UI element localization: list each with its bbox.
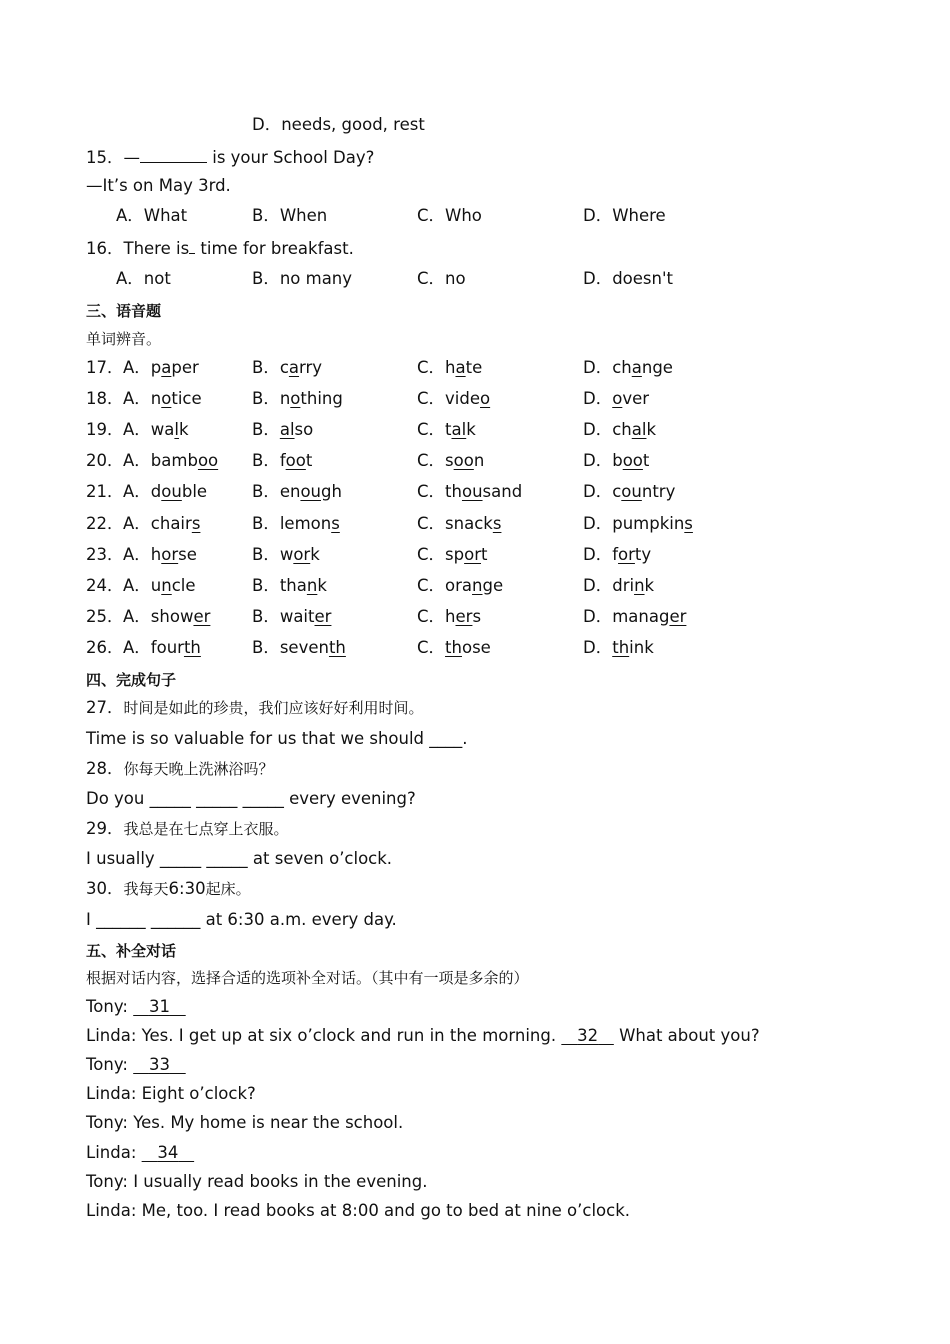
phonics-option bbox=[123, 420, 189, 440]
dialog-line-3 bbox=[86, 1055, 186, 1075]
option-letter: D． bbox=[583, 514, 613, 533]
phonics-option bbox=[417, 420, 476, 440]
underlined-sound: al bbox=[451, 420, 467, 439]
option-pre: n bbox=[150, 389, 162, 408]
option-post: thing bbox=[300, 389, 343, 408]
q30-number: 30． bbox=[86, 879, 124, 898]
q30-chinese-text-a: 我每天 bbox=[123, 880, 169, 898]
underlined-sound: er bbox=[193, 607, 211, 626]
option-letter: B． bbox=[252, 576, 280, 595]
option-pre: tha bbox=[279, 576, 307, 595]
option-letter: D． bbox=[583, 358, 613, 377]
underlined-sound: al bbox=[631, 420, 647, 439]
q27-chinese-text: 时间是如此的珍贵，我们应该好好利用时间。 bbox=[123, 699, 424, 717]
q30-time: 6:30 bbox=[168, 879, 206, 898]
phonics-option bbox=[123, 545, 197, 565]
dialog-line-1 bbox=[86, 997, 186, 1017]
option-pre: wait bbox=[279, 607, 315, 626]
q15-number: 15．— bbox=[86, 148, 140, 167]
phonics-option bbox=[417, 451, 484, 471]
q28-chinese bbox=[86, 759, 274, 779]
phonics-question-number: 23． bbox=[86, 545, 124, 564]
underlined-sound: th bbox=[445, 638, 462, 657]
q30-chinese bbox=[86, 879, 251, 899]
q16-option-a: A．not bbox=[116, 269, 171, 288]
option-post: ble bbox=[181, 482, 208, 501]
option-pre: c bbox=[279, 358, 289, 377]
option-pre: en bbox=[279, 482, 301, 501]
option-post: t bbox=[305, 451, 313, 470]
q15-stem bbox=[86, 146, 374, 168]
q29-chinese-text: 我总是在七点穿上衣服。 bbox=[123, 820, 289, 838]
option-letter: A． bbox=[123, 638, 151, 657]
option-pre: manag bbox=[612, 607, 670, 626]
option-pre: chair bbox=[150, 514, 192, 533]
underlined-sound: ou bbox=[161, 482, 182, 501]
blank-33-number: 33 bbox=[148, 1055, 170, 1074]
option-pre: lemon bbox=[279, 514, 332, 533]
option-post: ver bbox=[622, 389, 650, 408]
option-post: n bbox=[473, 451, 485, 470]
phonics-option bbox=[583, 638, 654, 658]
option-pre: h bbox=[150, 545, 162, 564]
option-letter: B． bbox=[252, 358, 280, 377]
underlined-sound: a bbox=[288, 358, 300, 377]
phonics-option bbox=[583, 576, 654, 596]
underlined-sound: or bbox=[618, 545, 635, 564]
phonics-option bbox=[417, 545, 487, 565]
dialog-line-5: Tony: Yes. My home is near the school. bbox=[86, 1113, 404, 1132]
phonics-option bbox=[123, 389, 202, 409]
option-letter: C． bbox=[417, 576, 446, 595]
phonics-option bbox=[123, 514, 200, 534]
section5-title: 五、补全对话 bbox=[86, 942, 177, 960]
q27-chinese bbox=[86, 698, 424, 718]
underlined-sound: ou bbox=[300, 482, 321, 501]
option-letter: C． bbox=[417, 545, 446, 564]
q28-chinese-text: 你每天晚上洗淋浴吗？ bbox=[123, 760, 274, 778]
phonics-option bbox=[583, 545, 651, 565]
phonics-question-number: 19． bbox=[86, 420, 124, 439]
underlined-sound: s bbox=[684, 514, 693, 533]
q30-chinese-text-b: 起床。 bbox=[205, 880, 251, 898]
phonics-option bbox=[583, 420, 656, 440]
dialog-line-4: Linda: Eight o’clock? bbox=[86, 1084, 256, 1103]
option-post: k bbox=[317, 576, 327, 595]
q15-option-a: A．What bbox=[116, 206, 188, 225]
underlined-sound: o bbox=[161, 389, 172, 408]
option-post: k bbox=[179, 420, 189, 439]
q15-text: is your School Day? bbox=[207, 148, 375, 167]
dialog-speaker: Tony: bbox=[86, 997, 134, 1016]
option-letter: C． bbox=[417, 514, 446, 533]
underlined-sound: oo bbox=[453, 451, 474, 470]
option-letter: D． bbox=[583, 545, 613, 564]
underlined-sound: er bbox=[314, 607, 332, 626]
option-pre: seven bbox=[279, 638, 329, 657]
option-letter: D． bbox=[583, 420, 613, 439]
option-pre: c bbox=[612, 482, 622, 501]
section3-title: 三、语音题 bbox=[86, 302, 162, 320]
q16-option-b: B．no many bbox=[252, 269, 353, 288]
option-post: ink bbox=[629, 638, 654, 657]
phonics-option bbox=[252, 576, 327, 596]
option-letter: C． bbox=[417, 358, 446, 377]
phonics-option bbox=[417, 576, 503, 596]
phonics-option bbox=[417, 607, 481, 627]
section4-title: 四、完成句子 bbox=[86, 671, 177, 689]
phonics-option bbox=[252, 358, 322, 378]
phonics-question-number: 26． bbox=[86, 638, 124, 657]
option-letter: B． bbox=[252, 451, 280, 470]
dialog-speaker: Linda: bbox=[86, 1143, 142, 1162]
option-letter: C． bbox=[417, 638, 446, 657]
option-pre: snack bbox=[445, 514, 493, 533]
blank-34 bbox=[142, 1143, 195, 1162]
q29-number: 29． bbox=[86, 819, 124, 838]
underlined-sound: o bbox=[480, 389, 491, 408]
phonics-question-number: 25． bbox=[86, 607, 124, 626]
option-pre: show bbox=[150, 607, 194, 626]
option-letter: A． bbox=[123, 420, 151, 439]
phonics-option bbox=[583, 607, 686, 627]
q28-english: Do you _____ _____ _____ every evening? bbox=[86, 789, 416, 808]
option-pre: h bbox=[445, 607, 456, 626]
dialog-speaker: Tony: bbox=[86, 1055, 134, 1074]
dialog-text: Linda: Yes. I get up at six o’clock and run in the morning. bbox=[86, 1026, 562, 1045]
dialog-line-8: Linda: Me, too. I read books at 8:00 and go to bed at nine o’clock. bbox=[86, 1201, 630, 1220]
q16-text-a: 16．There is bbox=[86, 239, 190, 258]
phonics-option bbox=[252, 638, 346, 658]
option-pre: f bbox=[612, 545, 619, 564]
phonics-question-number: 22． bbox=[86, 514, 124, 533]
q30-english: I ______ ______ at 6:30 a.m. every day. bbox=[86, 910, 397, 929]
q14-option-d: D．needs, good, rest bbox=[252, 115, 425, 134]
option-pre: n bbox=[279, 389, 291, 408]
q15-answer-line: —It’s on May 3rd. bbox=[86, 176, 231, 195]
option-letter: B． bbox=[252, 389, 280, 408]
underlined-sound: s bbox=[191, 514, 201, 533]
phonics-option bbox=[583, 482, 675, 502]
blank-32 bbox=[561, 1026, 614, 1045]
blank-32-number: 32 bbox=[577, 1026, 599, 1045]
option-letter: A． bbox=[123, 607, 151, 626]
underlined-sound: oo bbox=[622, 451, 643, 470]
underlined-sound: th bbox=[612, 638, 630, 657]
q16-text-b: time for breakfast. bbox=[195, 239, 354, 258]
phonics-option bbox=[252, 389, 343, 409]
option-letter: D． bbox=[583, 451, 613, 470]
option-post: se bbox=[178, 545, 197, 564]
underlined-sound: s bbox=[492, 514, 502, 533]
option-post: gh bbox=[321, 482, 342, 501]
section3-instruction: 单词辨音。 bbox=[86, 330, 162, 348]
underlined-sound: ou bbox=[461, 482, 483, 501]
option-letter: D． bbox=[583, 607, 613, 626]
phonics-question-number: 18． bbox=[86, 389, 124, 408]
option-pre: h bbox=[445, 358, 456, 377]
option-letter: D． bbox=[583, 482, 613, 501]
blank-34-number: 34 bbox=[157, 1143, 179, 1162]
option-post: k bbox=[644, 576, 655, 595]
phonics-option bbox=[252, 514, 340, 534]
option-pre: dri bbox=[612, 576, 635, 595]
option-post: sand bbox=[482, 482, 523, 501]
q15-option-b: B．When bbox=[252, 206, 328, 225]
option-pre: ora bbox=[445, 576, 473, 595]
phonics-option bbox=[252, 545, 320, 565]
option-pre: w bbox=[279, 545, 294, 564]
phonics-option bbox=[252, 607, 331, 627]
option-letter: B． bbox=[252, 607, 280, 626]
option-pre: d bbox=[150, 482, 162, 501]
phonics-option bbox=[123, 638, 201, 658]
blank-31-number: 31 bbox=[148, 997, 170, 1016]
q29-english: I usually _____ _____ at seven o’clock. bbox=[86, 849, 393, 868]
option-post: ge bbox=[482, 576, 504, 595]
phonics-option bbox=[417, 638, 491, 658]
option-letter: D． bbox=[583, 638, 613, 657]
section5-instruction: 根据对话内容，选择合适的选项补全对话。（其中有一项是多余的） bbox=[86, 969, 529, 987]
option-post: t bbox=[642, 451, 650, 470]
option-letter: D． bbox=[583, 389, 613, 408]
option-letter: C． bbox=[417, 607, 446, 626]
q15-blank bbox=[140, 146, 207, 163]
option-post: ose bbox=[461, 638, 491, 657]
underlined-sound: th bbox=[328, 638, 346, 657]
underlined-sound: n bbox=[306, 576, 318, 595]
option-letter: A． bbox=[123, 514, 151, 533]
underlined-sound: oo bbox=[197, 451, 219, 470]
option-pre: ch bbox=[612, 420, 632, 439]
phonics-option bbox=[583, 389, 649, 409]
underlined-sound: oo bbox=[285, 451, 306, 470]
phonics-option bbox=[123, 607, 210, 627]
phonics-option bbox=[583, 514, 693, 534]
option-post: t bbox=[481, 545, 488, 564]
phonics-option bbox=[417, 389, 490, 409]
option-pre: four bbox=[150, 638, 184, 657]
option-pre: p bbox=[150, 358, 162, 377]
underlined-sound: o bbox=[612, 389, 623, 408]
option-pre: pumpkin bbox=[612, 514, 685, 533]
phonics-option bbox=[252, 451, 312, 471]
option-post: s bbox=[472, 607, 482, 626]
option-letter: C． bbox=[417, 482, 446, 501]
q15-option-c: C．Who bbox=[417, 206, 482, 225]
option-letter: A． bbox=[123, 545, 151, 564]
option-pre: ch bbox=[612, 358, 632, 377]
underlined-sound: a bbox=[631, 358, 642, 377]
option-post: k bbox=[466, 420, 476, 439]
option-letter: A． bbox=[123, 358, 151, 377]
option-pre: s bbox=[445, 451, 454, 470]
option-letter: B． bbox=[252, 545, 280, 564]
option-pre: sp bbox=[445, 545, 465, 564]
phonics-question-number: 17． bbox=[86, 358, 124, 377]
blank-31 bbox=[133, 997, 186, 1016]
q27-number: 27． bbox=[86, 698, 124, 717]
underlined-sound: al bbox=[279, 420, 295, 439]
phonics-option bbox=[417, 358, 482, 378]
option-letter: C． bbox=[417, 451, 446, 470]
phonics-option bbox=[123, 482, 207, 502]
q16-option-c: C．no bbox=[417, 269, 466, 288]
option-pre: u bbox=[150, 576, 162, 595]
q16-stem bbox=[86, 237, 354, 259]
phonics-option bbox=[252, 482, 342, 502]
phonics-question-number: 20． bbox=[86, 451, 124, 470]
underlined-sound: or bbox=[464, 545, 481, 564]
option-letter: B． bbox=[252, 514, 280, 533]
option-post: tice bbox=[171, 389, 202, 408]
phonics-option bbox=[123, 576, 196, 596]
q27-english: Time is so valuable for us that we should ____. bbox=[86, 729, 468, 748]
dialog-line-2 bbox=[86, 1026, 760, 1046]
underlined-sound: er bbox=[455, 607, 473, 626]
underlined-sound: ou bbox=[621, 482, 642, 501]
option-post: ty bbox=[634, 545, 652, 564]
phonics-question-number: 24． bbox=[86, 576, 124, 595]
q28-number: 28． bbox=[86, 759, 124, 778]
option-post: per bbox=[171, 358, 199, 377]
dialog-line-6 bbox=[86, 1143, 194, 1163]
dialog-line-7: Tony: I usually read books in the evening. bbox=[86, 1172, 428, 1191]
underlined-sound: a bbox=[161, 358, 172, 377]
q29-chinese bbox=[86, 819, 289, 839]
underlined-sound: or bbox=[293, 545, 311, 564]
phonics-option bbox=[252, 420, 313, 440]
option-post: ntry bbox=[641, 482, 676, 501]
option-letter: A． bbox=[123, 482, 151, 501]
option-letter: A． bbox=[123, 576, 151, 595]
option-post: te bbox=[465, 358, 483, 377]
option-pre: wa bbox=[150, 420, 175, 439]
option-pre: bamb bbox=[150, 451, 198, 470]
option-pre: th bbox=[445, 482, 462, 501]
underlined-sound: th bbox=[183, 638, 201, 657]
underlined-sound: n bbox=[161, 576, 172, 595]
option-post: k bbox=[310, 545, 320, 564]
option-post: so bbox=[294, 420, 314, 439]
blank-33 bbox=[133, 1055, 186, 1074]
phonics-option bbox=[583, 358, 673, 378]
phonics-option bbox=[417, 514, 501, 534]
underlined-sound: n bbox=[634, 576, 645, 595]
underlined-sound: a bbox=[455, 358, 466, 377]
option-letter: B． bbox=[252, 420, 280, 439]
phonics-option bbox=[123, 358, 199, 378]
option-pre: t bbox=[445, 420, 452, 439]
option-pre: vide bbox=[445, 389, 481, 408]
option-pre: b bbox=[612, 451, 623, 470]
q15-option-d: D．Where bbox=[583, 206, 666, 225]
option-letter: B． bbox=[252, 482, 280, 501]
option-letter: C． bbox=[417, 389, 446, 408]
phonics-option bbox=[417, 482, 522, 502]
option-post: cle bbox=[171, 576, 196, 595]
option-letter: B． bbox=[252, 638, 280, 657]
option-post: k bbox=[646, 420, 657, 439]
underlined-sound: n bbox=[472, 576, 483, 595]
option-post: nge bbox=[641, 358, 673, 377]
q16-option-d: D．doesn't bbox=[583, 269, 673, 288]
underlined-sound: s bbox=[331, 514, 340, 533]
option-post: rry bbox=[299, 358, 323, 377]
option-letter: A． bbox=[123, 451, 151, 470]
underlined-sound: er bbox=[669, 607, 687, 626]
phonics-option bbox=[123, 451, 218, 471]
option-letter: D． bbox=[583, 576, 613, 595]
phonics-question-number: 21． bbox=[86, 482, 124, 501]
option-letter: C． bbox=[417, 420, 446, 439]
underlined-sound: or bbox=[161, 545, 179, 564]
underlined-sound: l bbox=[174, 420, 179, 439]
option-letter: A． bbox=[123, 389, 151, 408]
phonics-option bbox=[583, 451, 649, 471]
dialog-text-after: What about you? bbox=[613, 1026, 760, 1045]
underlined-sound: o bbox=[290, 389, 301, 408]
option-pre: f bbox=[279, 451, 286, 470]
